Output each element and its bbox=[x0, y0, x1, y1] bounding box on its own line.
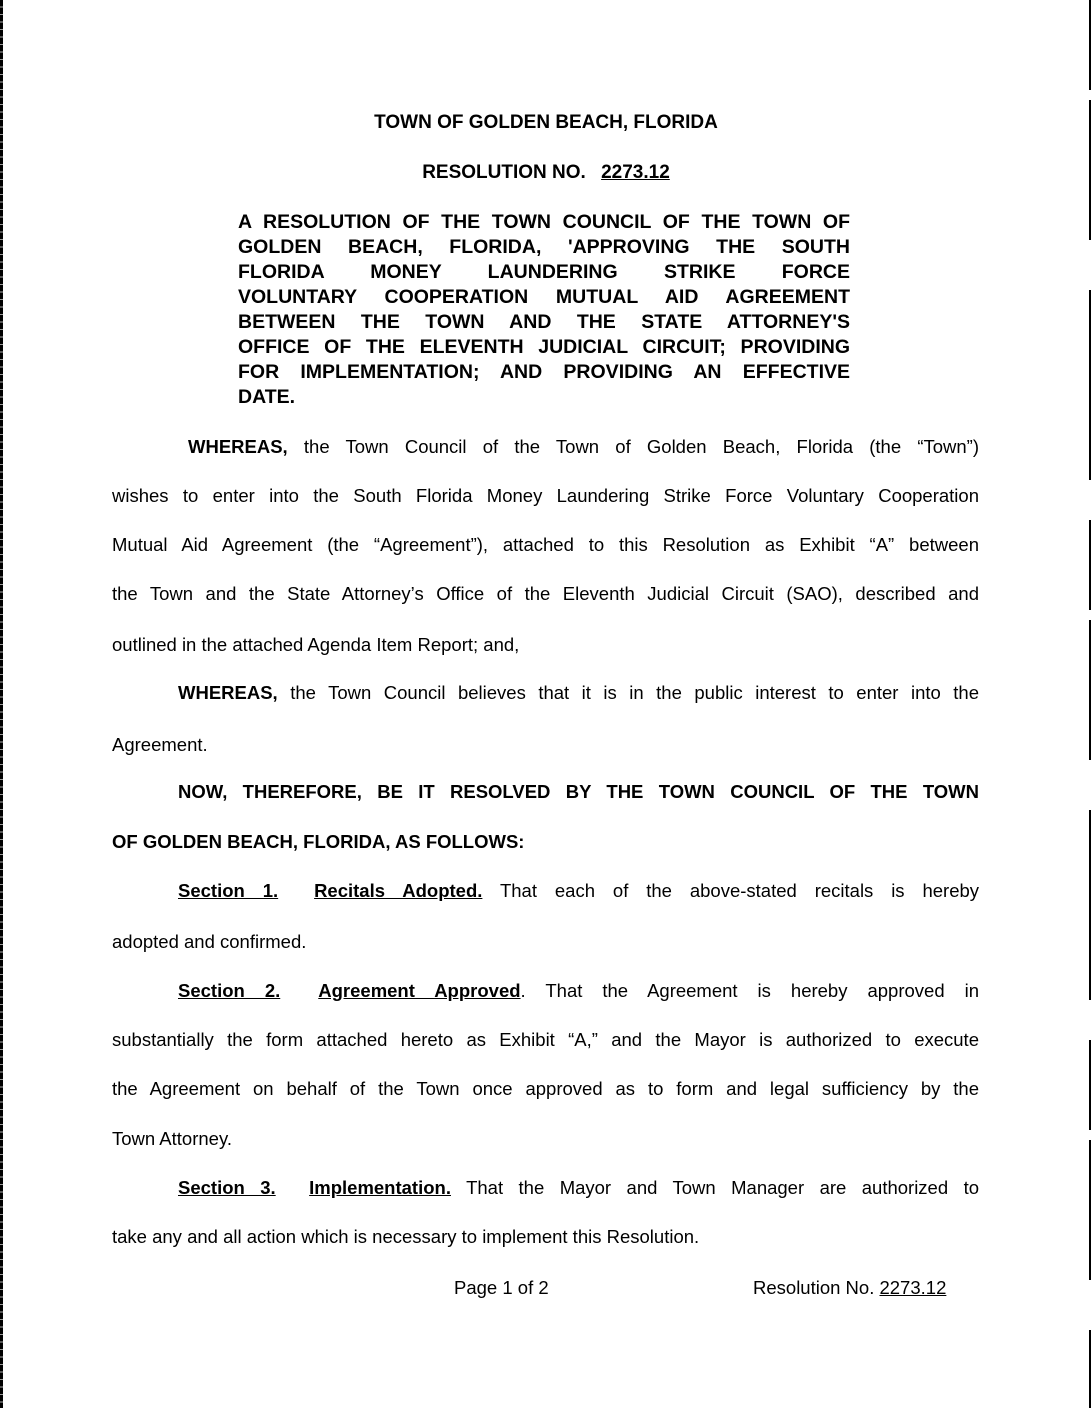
heading-punctuation: . bbox=[520, 980, 526, 1001]
title-line: A RESOLUTION OF THE TOWN COUNCIL OF THE TOWN OF bbox=[238, 211, 850, 233]
section-1 bbox=[178, 879, 979, 903]
title-line: FLORIDA MONEY LAUNDERING STRIKE FORCE bbox=[238, 261, 850, 283]
section-heading: Implementation. bbox=[309, 1177, 451, 1198]
section-2-line: the Agreement on behalf of the Town once approved as to form and legal sufficiency by the bbox=[112, 1078, 979, 1099]
resolution-number-heading bbox=[0, 162, 1092, 184]
whereas-text: the Town Council believes that it is in the public interest to enter into the bbox=[290, 682, 979, 703]
section-text: That the Agreement is hereby approved in bbox=[545, 980, 980, 1001]
section-3-line: take any and all action which is necessary to implement this Resolution. bbox=[112, 1226, 700, 1247]
section-label: Section 1. bbox=[178, 880, 279, 901]
scan-edge-right bbox=[1089, 0, 1091, 1408]
title-line: GOLDEN BEACH, FLORIDA, 'APPROVING THE SOUTH bbox=[238, 236, 850, 258]
section-3 bbox=[178, 1176, 979, 1200]
whereas-text: the Town Council of the Town of Golden Beach, Florida (the “Town”) bbox=[303, 436, 979, 457]
whereas-lead: WHEREAS, bbox=[178, 682, 278, 703]
footer-resolution-label: Resolution No. bbox=[753, 1277, 875, 1298]
scan-edge-left bbox=[0, 0, 3, 1408]
whereas-1-line bbox=[188, 435, 979, 459]
resolution-label: RESOLUTION NO. bbox=[422, 162, 586, 183]
resolved-clause: OF GOLDEN BEACH, FLORIDA, AS FOLLOWS: bbox=[112, 831, 525, 852]
municipality-heading: TOWN OF GOLDEN BEACH, FLORIDA bbox=[374, 112, 718, 133]
section-heading: Agreement Approved bbox=[318, 980, 521, 1001]
whereas-2-line bbox=[178, 681, 979, 705]
section-text: That each of the above-stated recitals is hereby bbox=[499, 880, 980, 901]
section-heading: Recitals Adopted. bbox=[314, 880, 483, 901]
section-text: That the Mayor and Town Manager are authorized to bbox=[466, 1177, 979, 1198]
section-2-line: Town Attorney. bbox=[112, 1128, 232, 1149]
title-line: BETWEEN THE TOWN AND THE STATE ATTORNEY'S bbox=[238, 311, 850, 333]
whereas-1-line: the Town and the State Attorney’s Office of the Eleventh Judicial Circuit (SAO), described and bbox=[112, 583, 979, 604]
title-line: FOR IMPLEMENTATION; AND PROVIDING AN EFFECTIVE bbox=[238, 361, 850, 383]
footer-resolution-number: 2273.12 bbox=[879, 1277, 947, 1298]
section-2-line: substantially the form attached hereto as Exhibit “A,” and the Mayor is authorized to execute bbox=[112, 1029, 979, 1050]
page-number: Page 1 of 2 bbox=[454, 1277, 549, 1298]
resolution-number: 2273.12 bbox=[601, 162, 670, 183]
whereas-lead: WHEREAS, bbox=[188, 436, 288, 457]
section-2 bbox=[178, 979, 979, 1003]
whereas-1-line: outlined in the attached Agenda Item Report; and, bbox=[112, 634, 520, 655]
whereas-1-line: wishes to enter into the South Florida Money Laundering Strike Force Voluntary Cooperation bbox=[112, 485, 979, 506]
whereas-1-line: Mutual Aid Agreement (the “Agreement”), attached to this Resolution as Exhibit “A” between bbox=[112, 534, 979, 555]
title-line: OFFICE OF THE ELEVENTH JUDICIAL CIRCUIT; PROVIDING bbox=[238, 336, 850, 358]
section-label: Section 2. bbox=[178, 980, 281, 1001]
section-label: Section 3. bbox=[178, 1177, 276, 1198]
section-1-line: adopted and confirmed. bbox=[112, 931, 307, 952]
title-line: VOLUNTARY COOPERATION MUTUAL AID AGREEMENT bbox=[238, 286, 850, 308]
footer-resolution bbox=[753, 1277, 946, 1299]
title-line: DATE. bbox=[238, 386, 296, 408]
resolved-clause: NOW, THEREFORE, BE IT RESOLVED BY THE TOWN COUNCIL OF THE TOWN bbox=[178, 781, 979, 802]
resolution-title bbox=[238, 210, 850, 410]
whereas-2-line: Agreement. bbox=[112, 734, 208, 755]
